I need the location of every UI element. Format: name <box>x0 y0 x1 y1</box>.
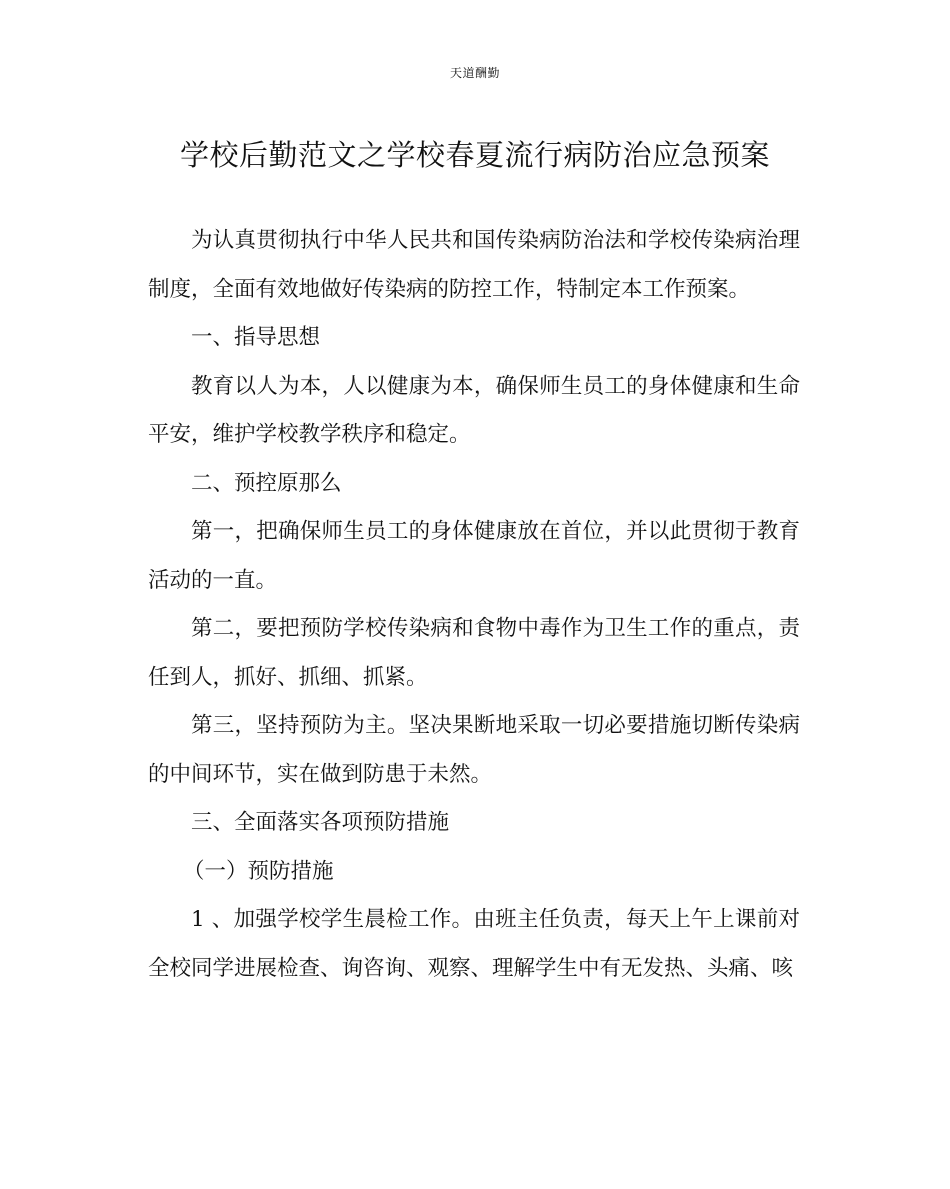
subsection-heading-prevention: （一）预防措施 <box>183 858 334 884</box>
section-heading-principles: 二、预控原那么 <box>191 470 342 496</box>
page-header: 天道酬勤 <box>449 66 500 80</box>
paragraph-principle-3: 第三，坚持预防为主。坚决果断地采取一切必要措施切断传染病的中间环节，实在做到防患于未然。 <box>148 713 800 787</box>
paragraph-principle-2: 第二，要把预防学校传染病和食物中毒作为卫生工作的重点，责任到人，抓好、抓细、抓紧。 <box>148 616 800 690</box>
document-title: 学校后勤范文之学校春夏流行病防治应急预案 <box>179 138 770 172</box>
paragraph-measure-1: 1 、加强学校学生晨检工作。由班主任负责，每天上午上课前对全校同学进展检查、询咨询、观察、理解学生中有无发热、头痛、咳 <box>148 907 800 981</box>
paragraph-principle-1: 第一，把确保师生员工的身体健康放在首位，并以此贯彻于教育活动的一直。 <box>148 519 800 593</box>
paragraph-intro: 为认真贯彻执行中华人民共和国传染病防治法和学校传染病治理制度，全面有效地做好传染病的防控工作，特制定本工作预案。 <box>148 228 800 302</box>
section-heading-measures: 三、全面落实各项预防措施 <box>191 810 450 835</box>
document-body <box>148 217 800 993</box>
section-heading-guiding-thought: 一、指导思想 <box>191 325 321 350</box>
paragraph-guiding-thought: 教育以人为本，人以健康为本，确保师生员工的身体健康和生命平安，维护学校教学秩序和稳定。 <box>148 373 800 447</box>
